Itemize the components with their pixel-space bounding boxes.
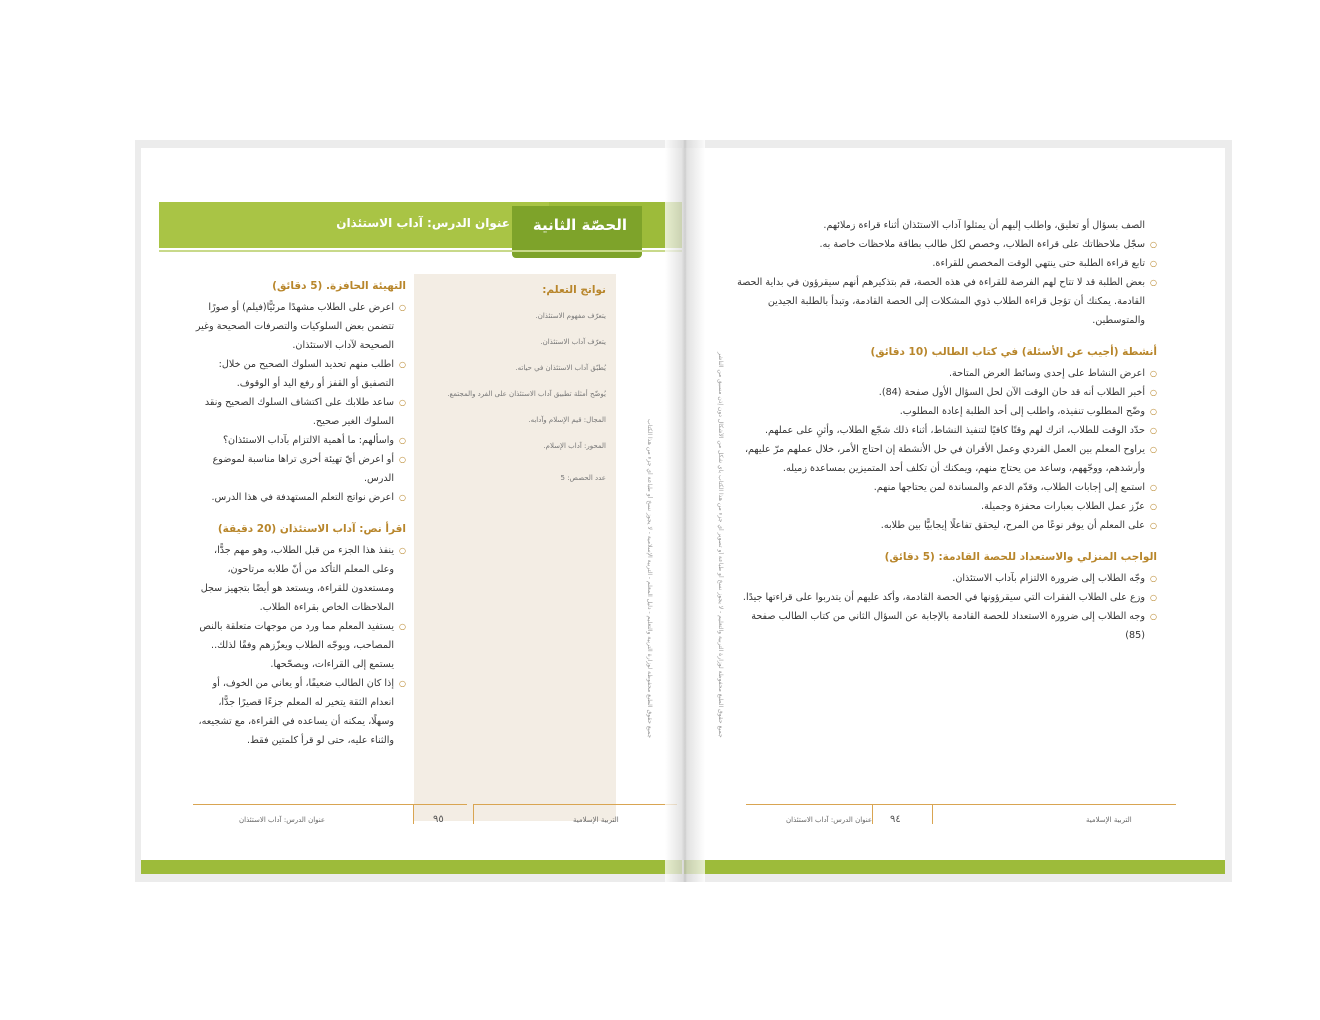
footer-lesson-label: عنوان الدرس: آداب الاستئذان [786,816,873,824]
reading-title: اقرأ نص: آداب الاستئذان (20 دقيقة) [217,523,406,535]
list-item: ○ اطلب منهم تحديد السلوك الصحيح من خلال: التصفيق أو القفز أو رفع اليد أو الوقوف. [194,355,406,393]
list-item: ○ عزّز عمل الطلاب بعبارات محفزة وجميلة. [737,497,1157,516]
list-item: ○ سجّل ملاحظاتك على قراءة الطلاب، وخصص لكل طالب بطاقة ملاحظات خاصة به. [737,235,1157,254]
footer-subject-label: التربية الإسلامية [573,816,619,824]
list-item: ○ واسألهم: ما أهمية الالتزام بآداب الاستئذان؟ [194,431,406,450]
list-item: ○ استمع إلى إجابات الطلاب، وقدّم الدعم والمساندة لمن يحتاجها منهم. [737,478,1157,497]
reading-list [194,541,406,750]
vertical-copyright-text: جميع حقوق الطبع محفوظة لوزارة التربية والتعليم - لا يجوز نسخ أو طباعة أو تصوير أي جزء من هذا الكتاب بأي شكل من الأشكال دون إذن مسبق من الناشر [717,352,724,738]
left-footer [193,804,677,844]
learning-outcomes-panel [414,274,616,821]
right-page [684,148,1225,874]
outcome-item: المجال: قيم الإسلام وآدابه. [528,416,606,424]
session-title: الحصّة الثانية [532,216,627,234]
lesson-header-bar [159,202,682,248]
list-item: ○ وجّه الطلاب إلى ضرورة الالتزام بآداب الاستئذان. [737,569,1157,588]
list-item: ○ إذا كان الطالب ضعيفًا، أو يعاني من الخوف، أو انعدام الثقة يتخير له المعلم جزءًا قصيرًا جدًّا، وسهلًا، يمكنه أن يساعده في القراءة، مع تشجيعه، والثناء عليه، حتى لو قرأ كلمتين فقط. [194,674,406,750]
list-item: ○ يراوح المعلم بين العمل الفردي وعمل الأقران في حل الأنشطة إن احتاج الأمر، خلال عملهم مرّ عليهم، وأرشدهم، ووجّههم، وساعد من يحتاج منهم، ويمكنك أن تكلف أحد المتميزين بمساعدة زميله. [737,440,1157,478]
outcome-item: يُطبّق آداب الاستئذان في حياته. [515,364,606,372]
outcome-item: عدد الحصص: 5 [560,474,606,482]
list-item: ○ ساعد طلابك على اكتشاف السلوك الصحيح ونقد السلوك الغير صحيح. [194,393,406,431]
list-item: ○ اعرض النشاط على إحدى وسائط العرض المتاحة. [737,364,1157,383]
list-item: ○ على المعلم أن يوفر نوعًا من المرح، ليحقق تفاعلًا إيجابيًّا بين طلابه. [737,516,1157,535]
list-item: ○ ينفذ هذا الجزء من قبل الطلاب، وهو مهم جدًّا، وعلى المعلم التأكد من أنّ طلابه مرتاحون، ومستعدون للقراءة، ويستعد هو أيضًا بتجهيز سجل الملاحظات الخاص بقراءة الطلاب. [194,541,406,617]
left-main-column [194,270,406,750]
outcome-item: يُوضّح أمثلة تطبيق آداب الاستئذان على الفرد والمجتمع. [447,390,606,398]
warmup-title: التهيئة الحافزة. (5 دقائق) [272,280,406,292]
outcome-item: يتعرّف آداب الاستئذان. [540,338,606,346]
outcome-item: يتعرّف مفهوم الاستئذان. [535,312,606,320]
list-item: ○ يستفيد المعلم مما ورد من موجهات متعلقة بالنص المصاحب، ويوجّه الطلاب ويعزّزهم وفقًا لذلك.. يستمع إلى القراءات، ويصحّحها. [194,617,406,674]
vertical-copyright-text: جميع حقوق الطبع محفوظة لوزارة التربية والتعليم - دليل المعلم - التربية الإسلامية - لا يجوز نسخ أو طباعة أي جزء من هذا الكتاب [646,418,653,738]
list-item: ○ حدّد الوقت للطلاب، اترك لهم وقتًا كافيًا لتنفيذ النشاط، أثناء ذلك شجّع الطلاب، وأثنِ على عملهم. [737,421,1157,440]
list-item: ○ اعرض نواتج التعلم المستهدفة في هذا الدرس. [194,488,406,507]
page-bottom-band [684,860,1225,874]
outcome-item: المحور: آداب الإسلام. [543,442,606,450]
outcomes-title: نواتج التعلم: [542,284,606,296]
left-page [141,148,682,874]
list-item: ○ تابع قراءة الطلبة حتى ينتهي الوقت المخصص للقراءة. [737,254,1157,273]
list-item: ○ وضّح المطلوب تنفيذه، واطلب إلى أحد الطلبة إعادة المطلوب. [737,402,1157,421]
list-item: ○ وجه الطلاب إلى ضرورة الاستعداد للحصة القادمة بالإجابة عن السؤال الثاني من كتاب الطالب صفحة (85) [737,607,1157,645]
book-spread [135,140,1232,882]
list-item: ○ بعض الطلبة قد لا تتاح لهم الفرصة للقراءة في هذه الحصة، قم بتذكيرهم أنهم سيقرؤون في بداية الحصة القادمة. يمكنك أن تؤجل قراءة الطلاب ذوي المشكلات إلى الحصة القادمة، وتبدأ بالطلبة الجيدين والمتوسطين. [737,273,1157,330]
footer-subject-label: التربية الإسلامية [1086,816,1132,824]
warmup-list [194,298,406,507]
right-main-column [737,216,1157,645]
intro-text: الصف بسؤال أو تعليق، واطلب إليهم أن يمثلوا آداب الاستئذان أثناء قراءة زملائهم. [823,220,1145,231]
lesson-title: عنوان الدرس: آداب الاستئذان [336,216,510,230]
activities-list [737,364,1157,535]
book-gutter [665,140,705,882]
footer-lesson-label: عنوان الدرس: آداب الاستئذان [239,816,326,824]
page-number: ٩٥ [433,814,444,825]
list-item: ○ أخبر الطلاب أنه قد حان الوقت الآن لحل السؤال الأول صفحة (84). [737,383,1157,402]
page-bottom-band [141,860,682,874]
list-item: ○ وزع على الطلاب الفقرات التي سيقرؤونها في الحصة القادمة، وأكد عليهم أن يتدربوا على قراءتها جيدًا. [737,588,1157,607]
list-item: ○ أو اعرض أيّ تهيئة أخرى تراها مناسبة لموضوع الدرس. [194,450,406,488]
page-number: ٩٤ [890,814,901,825]
intro-list [737,235,1157,330]
homework-list [737,569,1157,645]
list-item: ○ اعرض على الطلاب مشهدًا مرئيًّا(فيلم) أو صورًا تتضمن بعض السلوكيات والتصرفات الصحيحة وغير الصحيحة لآداب الاستئذان. [194,298,406,355]
homework-title: الواجب المنزلي والاستعداد للحصة القادمة: (5 دقائق) [884,551,1157,563]
activities-title: أنشطة (أجيب عن الأسئلة) في كتاب الطالب (10 دقائق) [870,346,1157,358]
right-footer [746,804,1176,844]
